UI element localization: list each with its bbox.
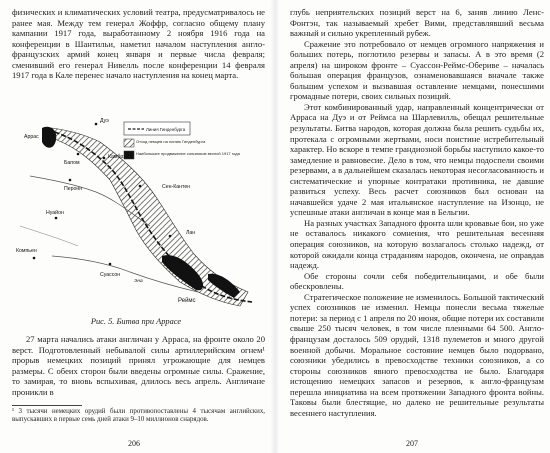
legend-title: Линия Гинденбурга bbox=[146, 127, 186, 132]
legend-item-retreat: Отход немцев на линию Гинденбурга bbox=[136, 139, 206, 144]
right-page bbox=[278, 0, 550, 453]
map-legend bbox=[124, 122, 241, 159]
left-top-text bbox=[12, 7, 265, 81]
battle-map bbox=[12, 106, 265, 312]
figure-caption: Рис. 5. Битва при Аррасе bbox=[90, 317, 182, 326]
river-oise bbox=[20, 226, 78, 246]
right-text bbox=[290, 7, 544, 418]
place-reims: Реймс bbox=[178, 298, 196, 304]
page-number-right: 207 bbox=[406, 439, 418, 448]
left-top-paragraph: физических и климатических условий театра, предусматривалось не ранее мая. Между тем генерал Жоффр, согласно общему плану кампании 1917 года, выработанному 2 ноября 1916 года на конференции в Шантильи, наметил началом наступления англо-французских армий конец января и первые числа февраля; сменивший его генерал Нивелль после конференции 14 февраля 1917 года в Кале перенес начало наступления на конец марта. bbox=[12, 7, 265, 81]
place-compiegne: Компьен bbox=[16, 248, 37, 254]
footnote: ¹ 3 тысячи немецких орудий были противопоставлены 4 тысячам английских, выпускавших в первые семь дней атаки 9–10 миллионов снарядов. bbox=[12, 408, 265, 424]
right-paragraph-2: Сражение это потребовало от немцев огромного напряжения и больших потерь, поглотило резервы и запасы. А в это время (2 апреля) на широком фронте – Суассон-Реймс-Обериве – началась большая операция французов, ознаменовавшаяся вначале также большим успехом и вызвавшая оставление немцами, понесшими громадные потери, своих сильных позиций. bbox=[290, 38, 544, 102]
left-page bbox=[0, 0, 272, 453]
right-paragraph-5: Обе стороны сочли себя победительницами, и обе были обескровлены. bbox=[290, 270, 544, 292]
place-noyon: Нуайон bbox=[46, 210, 64, 216]
place-douai: Дуэ bbox=[100, 118, 109, 124]
footnote-separator bbox=[12, 405, 82, 406]
right-paragraph-3: Этот комбинированный удар, направленный концентрически от Арраса на Дуэ и от Реймса на Шарлевилль, обещал решительные результаты. Битва народов, которая должна была решить судьбы их, протекала с огромными жертвами, носи поистине истребительный характер. Но вскоре в темпе грандиозной борьбы наступило какое-то замедление и равновесие. Дело в том, что немцы подоспели своими резервами, а в дальнейшем сказалась некоторая несогласованность и систематические и упорные контратаки противника, не давшие развиться успеху. Весь расчет союзников был основан на начавшейся удаче 2 мая итальянское наступление на Изонцо, не успешные атаки англичан в конце мая в Бельгии. bbox=[290, 101, 544, 218]
legend-item-advance: Наибольшее продвижение союзников весной 1917 года bbox=[136, 151, 240, 156]
place-aisne-river: Эна bbox=[134, 279, 143, 284]
place-cambrai: Камбрэ bbox=[108, 154, 126, 160]
place-laon: Лан bbox=[186, 230, 196, 236]
right-paragraph-4: На разных участках Западного фронта шли кровавые бои, но уже не оставалось никакого сомнения, что решительная весенняя операция союзников, на которую возлагалось столько надежд, от которой ожидали конца страданиям народов, окончена, не оправдав надежд. bbox=[290, 217, 544, 271]
page-number-left: 206 bbox=[128, 439, 140, 448]
right-paragraph-1: глубь неприятельских позиций верст на 6, заняв линию Ленс-Фонтэн, так называемый хребет Вими, представлявший весьма важный и сильно укрепленный рубеж. bbox=[290, 7, 544, 39]
place-soissons: Суассон bbox=[100, 272, 121, 278]
left-bottom-paragraph: 27 марта начались атаки англичан у Арраса, на фронте около 20 верст. Подготовленный небывалой силы артиллерийским огнем¹ прорыв немецких позиций принял угрожающие для немцев размеры. С обеих сторон были введены огромные силы. Сражение, то замирая, то вновь вспыхивая, длилось весь апрель. Англичане проникли в bbox=[12, 334, 265, 397]
place-peronne: Перонн bbox=[64, 186, 83, 192]
left-bottom-text bbox=[12, 334, 265, 397]
place-bapaume: Бапом bbox=[64, 160, 80, 166]
place-arras: Аррас bbox=[24, 134, 39, 140]
place-saint-quentin: Сен-Кантен bbox=[162, 184, 191, 190]
battle-map-figure bbox=[12, 106, 265, 312]
right-paragraph-6: Стратегическое положение не изменилось. Большой тактический успех союзников не изменил. Немцы понесли весьма тяжелые потери: за период с 1 апреля по 20 июня, общие потери их составили свыше 250 тысяч человек, в том числе пленными 64 500. Англо-французам досталось 509 орудий, 1318 пулеметов и много другой военной добычи. Моральное состояние немцев было подорвано, союзники убедились в превосходстве техники союзников, а со стороны союзников явного превосходства не было. Благодаря истощению немецких запасов и резервов, к англо-французам перешла инициатива на всем протяжении Западного фронта войны. Таковы были блестящие, но далеко не решительные результаты весеннего наступления. bbox=[290, 291, 544, 418]
